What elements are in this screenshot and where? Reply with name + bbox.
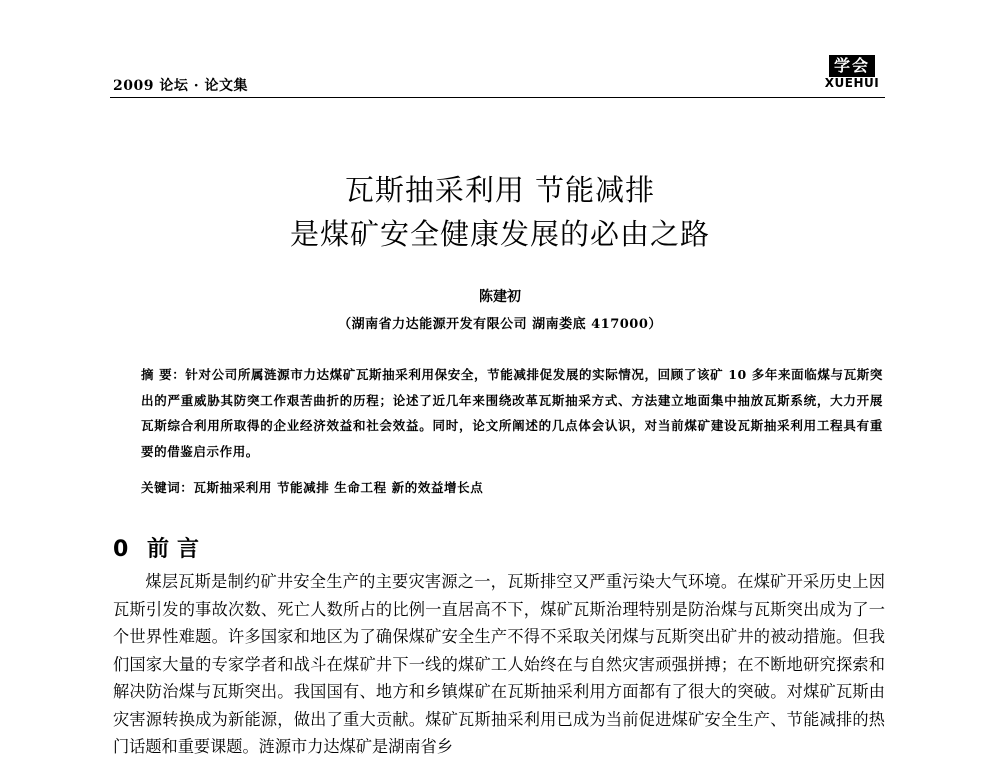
journal-header: 2009 论坛 · 论文集	[113, 78, 248, 94]
section-number: 0	[113, 537, 129, 562]
logo-cn: 学会	[829, 55, 875, 77]
abstract	[141, 362, 883, 464]
keywords	[141, 478, 883, 496]
keywords-text: 瓦斯抽采利用 节能减排 生命工程 新的效益增长点	[193, 480, 484, 495]
affiliation: （湖南省力达能源开发有限公司 湖南娄底 417000）	[338, 317, 662, 332]
title-line-1: 瓦斯抽采利用 节能减排	[344, 173, 656, 207]
title-line-2: 是煤矿安全健康发展的必由之路	[289, 217, 710, 251]
section-title: 前言	[147, 537, 208, 562]
abstract-text: 针对公司所属涟源市力达煤矿瓦斯抽采利用保安全，节能减排促发展的实际情况，回顾了该矿 10 多年来面临煤与瓦斯突出的严重威胁其防突工作艰苦曲折的历程；论述了近几年来围绕改革瓦斯抽采方式、方法建立地面集中抽放瓦斯系统，大力开展瓦斯综合利用所取得的企业经济效益和社会效益。同时，论文所阐述的几点体会认识，对当前煤矿建设瓦斯抽采利用工程具有重要的借鉴启示作用。	[141, 367, 883, 459]
author: 陈建初	[479, 289, 521, 305]
body-paragraph: 煤层瓦斯是制约矿井安全生产的主要灾害源之一，瓦斯排空又严重污染大气环境。在煤矿开采历史上因瓦斯引发的事故次数、死亡人数所占的比例一直居高不下，煤矿瓦斯治理特别是防治煤与瓦斯突出成为了一个世界性难题。许多国家和地区为了确保煤矿安全生产不得不采取关闭煤与瓦斯突出矿井的被动措施。但我们国家大量的专家学者和战斗在煤矿井下一线的煤矿工人始终在与自然灾害顽强拼搏；在不断地研究探索和解决防治煤与瓦斯突出。我国国有、地方和乡镇煤矿在瓦斯抽采利用方面都有了很大的突破。对煤矿瓦斯由灾害源转换成为新能源，做出了重大贡献。煤矿瓦斯抽采利用已成为当前促进煤矿安全生产、节能减排的热门话题和重要课题。涟源市力达煤矿是湖南省乡	[113, 572, 885, 756]
section-heading	[113, 532, 207, 563]
abstract-label: 摘 要：	[141, 367, 186, 382]
xuehui-logo	[820, 55, 884, 90]
header-rule	[110, 97, 885, 98]
body-text	[113, 568, 885, 761]
logo-en: XUEHUI	[824, 76, 880, 90]
keywords-label: 关键词：	[141, 480, 194, 495]
